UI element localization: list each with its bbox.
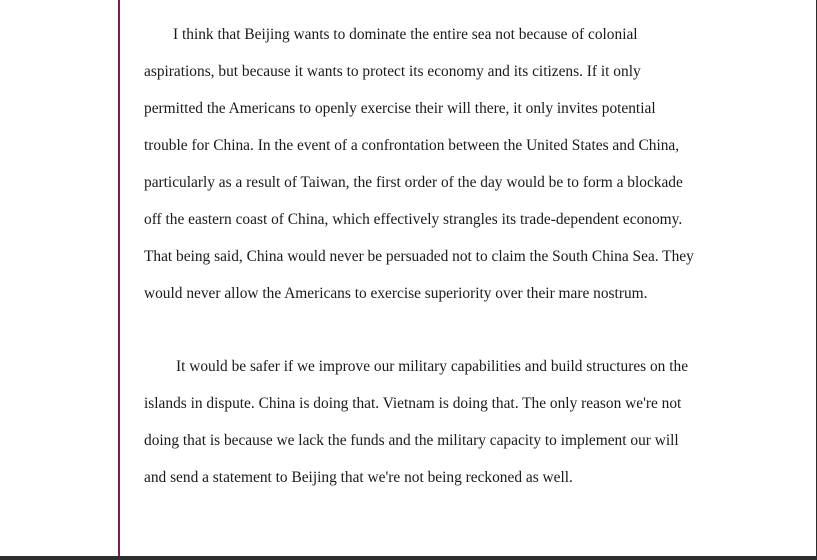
page-margin-line bbox=[118, 0, 120, 560]
text-line: I think that Beijing wants to dominate the entire sea not because of colonial bbox=[173, 26, 638, 43]
text-line: particularly as a result of Taiwan, the first order of the day would be to form a blockade bbox=[144, 174, 683, 191]
text-line: islands in dispute. China is doing that. Vietnam is doing that. The only reason we're not bbox=[144, 395, 682, 412]
window-bottom-border bbox=[0, 556, 817, 560]
text-line: It would be safer if we improve our military capabilities and build structures on the bbox=[176, 358, 689, 375]
text-line: and send a statement to Beijing that we're not being reckoned as well. bbox=[144, 469, 573, 486]
paragraph-1 bbox=[144, 16, 724, 312]
text-line: permitted the Americans to openly exercise their will there, it only invites potential bbox=[144, 100, 656, 117]
text-line: trouble for China. In the event of a confrontation between the United States and China, bbox=[144, 137, 680, 154]
document-body[interactable] bbox=[144, 16, 724, 496]
text-line: aspirations, but because it wants to protect its economy and its citizens. If it only bbox=[144, 63, 641, 80]
text-line: That being said, China would never be persuaded not to claim the South China Sea. They bbox=[144, 248, 694, 265]
text-line: off the eastern coast of China, which effectively strangles its trade-dependent economy. bbox=[144, 211, 683, 228]
paragraph-spacer bbox=[144, 312, 724, 348]
text-line: doing that is because we lack the funds and the military capacity to implement our will bbox=[144, 432, 679, 449]
text-line: would never allow the Americans to exercise superiority over their mare nostrum. bbox=[144, 285, 648, 302]
paragraph-2 bbox=[144, 348, 724, 496]
